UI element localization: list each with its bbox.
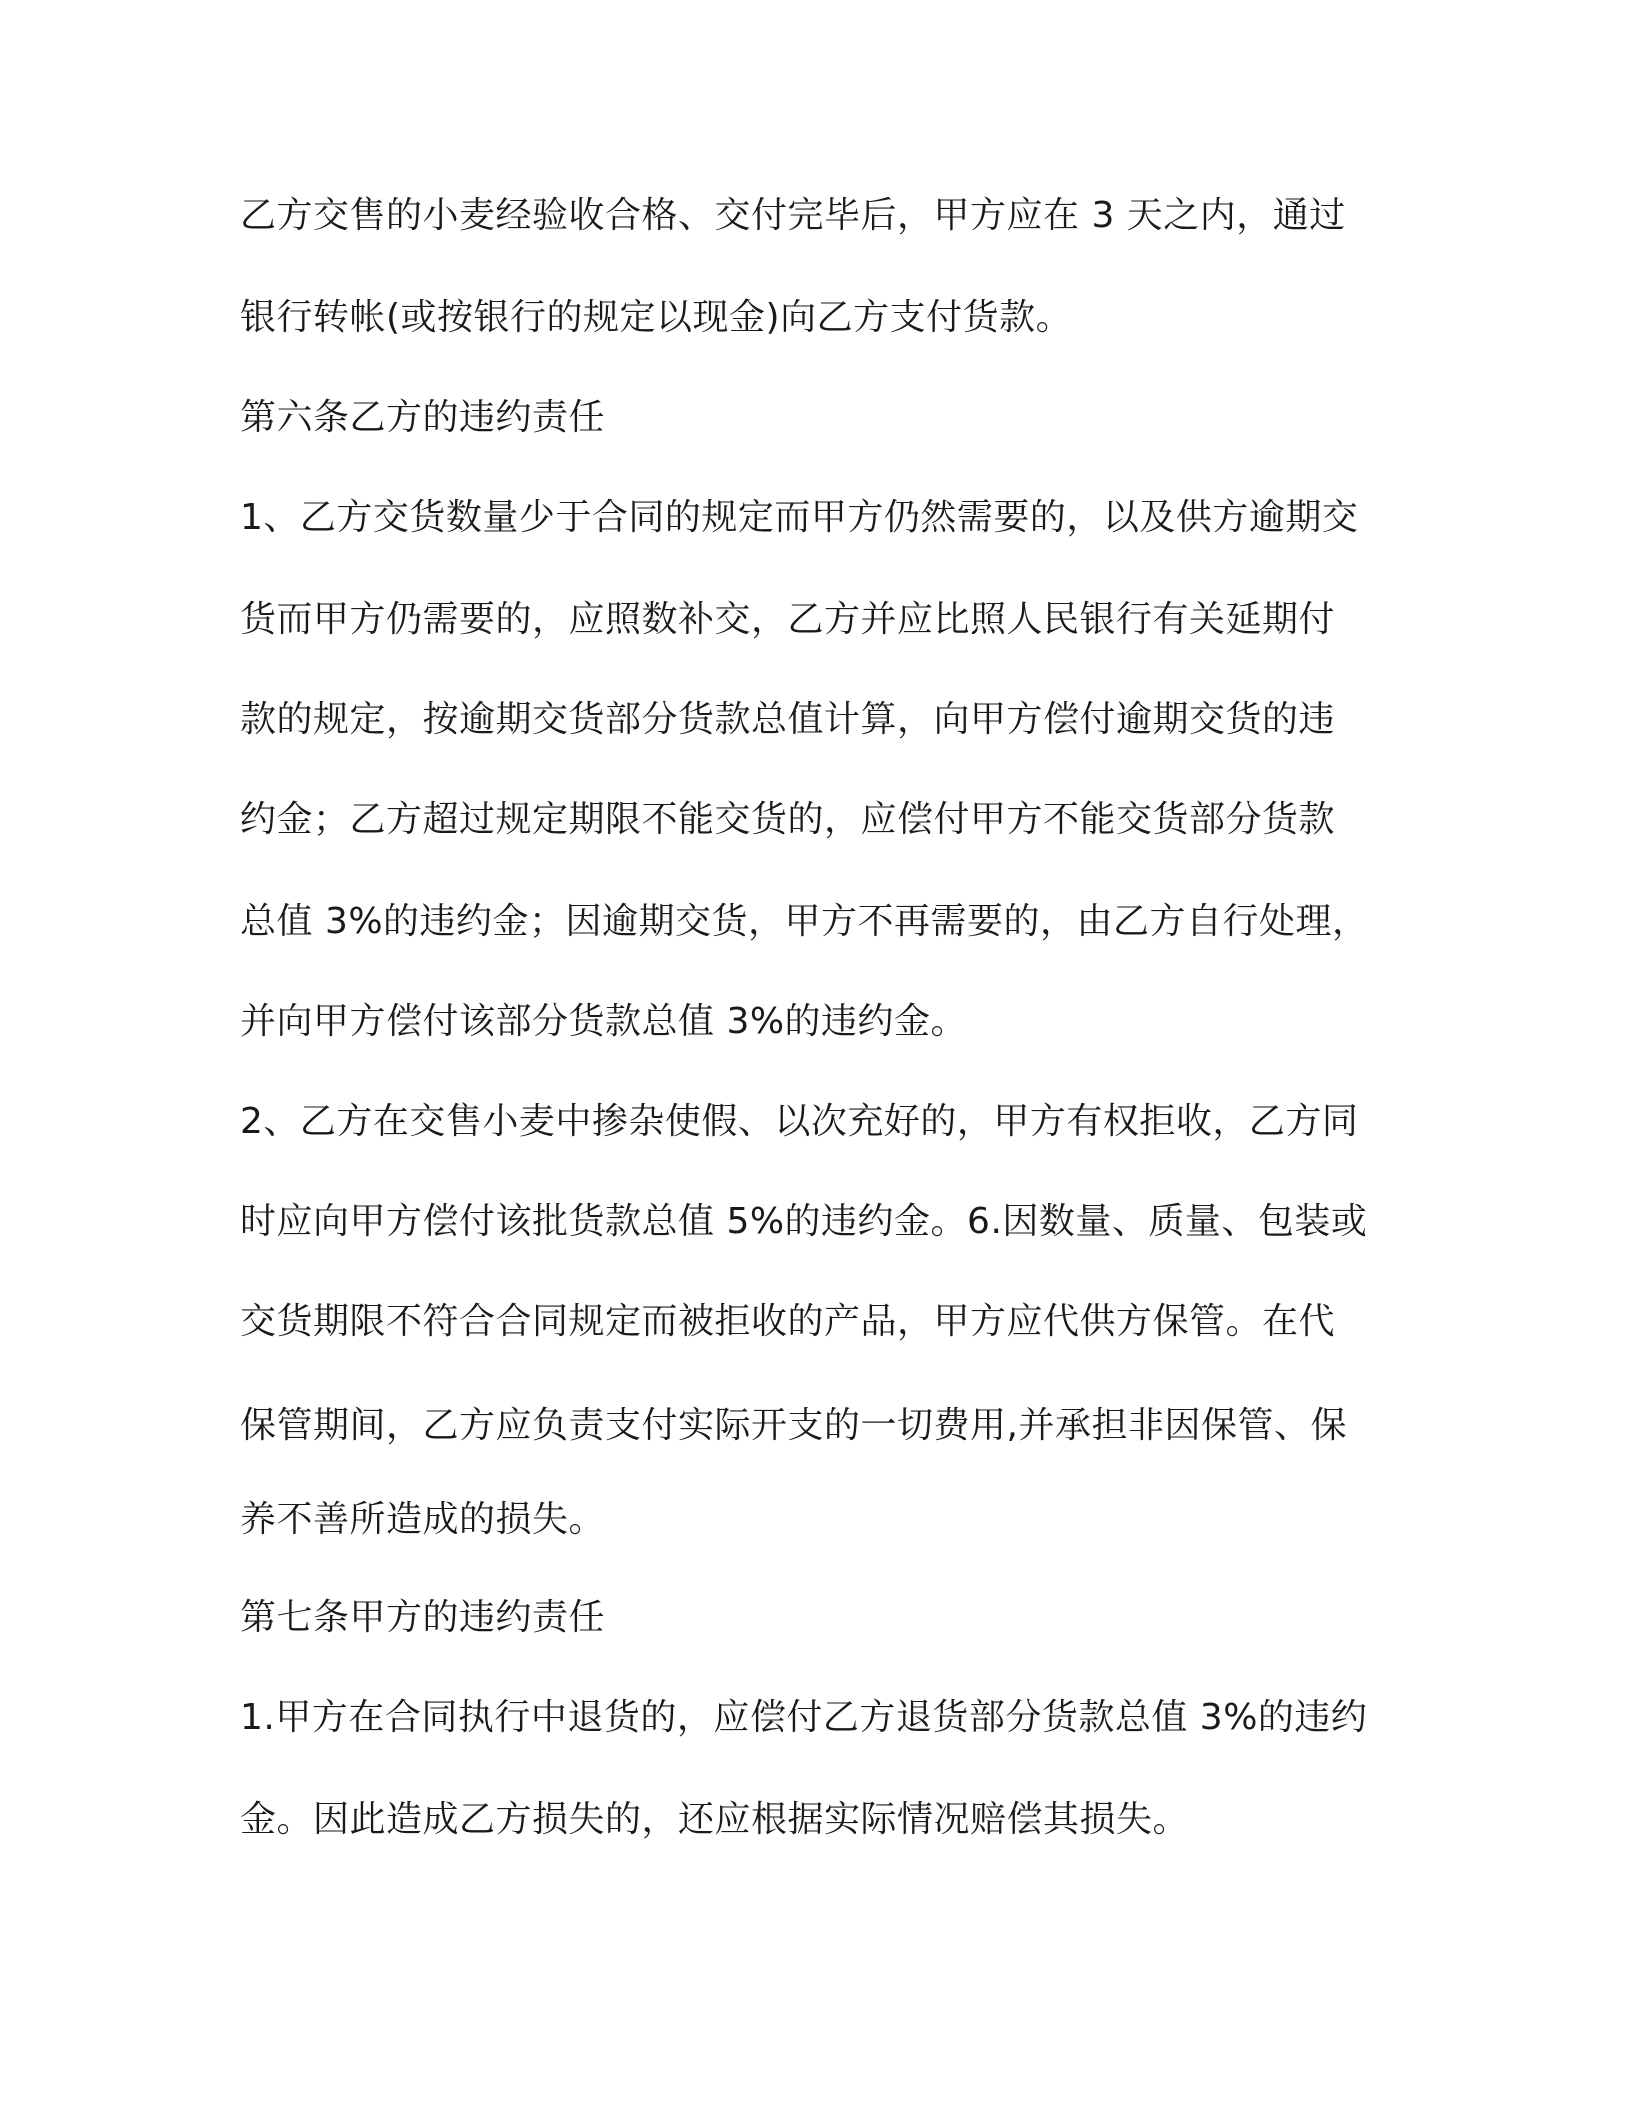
- text-line: 金。因此造成乙方损失的，还应根据实际情况赔偿其损失。: [240, 1799, 1190, 1840]
- text-line: 货而甲方仍需要的，应照数补交，乙方并应比照人民银行有关延期付: [240, 599, 1336, 640]
- text-line: 养不善所造成的损失。: [240, 1499, 606, 1540]
- text-line: 并向甲方偿付该部分货款总值 3%的违约金。: [240, 1001, 968, 1042]
- text-line: 总值 3%的违约金；因逾期交货，甲方不再需要的，由乙方自行处理，: [240, 901, 1369, 942]
- text-line: 乙方交售的小麦经验收合格、交付完毕后，甲方应在 3 天之内，通过: [240, 195, 1346, 236]
- text-line: 2、乙方在交售小麦中掺杂使假、以次充好的，甲方有权拒收，乙方同: [240, 1101, 1359, 1142]
- section-heading: 第七条甲方的违约责任: [240, 1597, 606, 1638]
- text-line: 保管期间，乙方应负责支付实际开支的一切费用,并承担非因保管、保: [240, 1405, 1347, 1446]
- text-line: 时应向甲方偿付该批货款总值 5%的违约金。6.因数量、质量、包装或: [240, 1201, 1368, 1242]
- text-line: 款的规定，按逾期交货部分货款总值计算，向甲方偿付逾期交货的违: [240, 699, 1336, 740]
- text-line: 银行转帐(或按银行的规定以现金)向乙方支付货款。: [240, 297, 1073, 338]
- text-line: 约金；乙方超过规定期限不能交货的，应偿付甲方不能交货部分货款: [240, 799, 1336, 840]
- text-line: 1.甲方在合同执行中退货的，应偿付乙方退货部分货款总值 3%的违约: [240, 1697, 1368, 1738]
- section-heading: 第六条乙方的违约责任: [240, 397, 606, 438]
- text-line: 交货期限不符合合同规定而被拒收的产品，甲方应代供方保管。在代: [240, 1301, 1336, 1342]
- text-line: 1、乙方交货数量少于合同的规定而甲方仍然需要的，以及供方逾期交: [240, 497, 1359, 538]
